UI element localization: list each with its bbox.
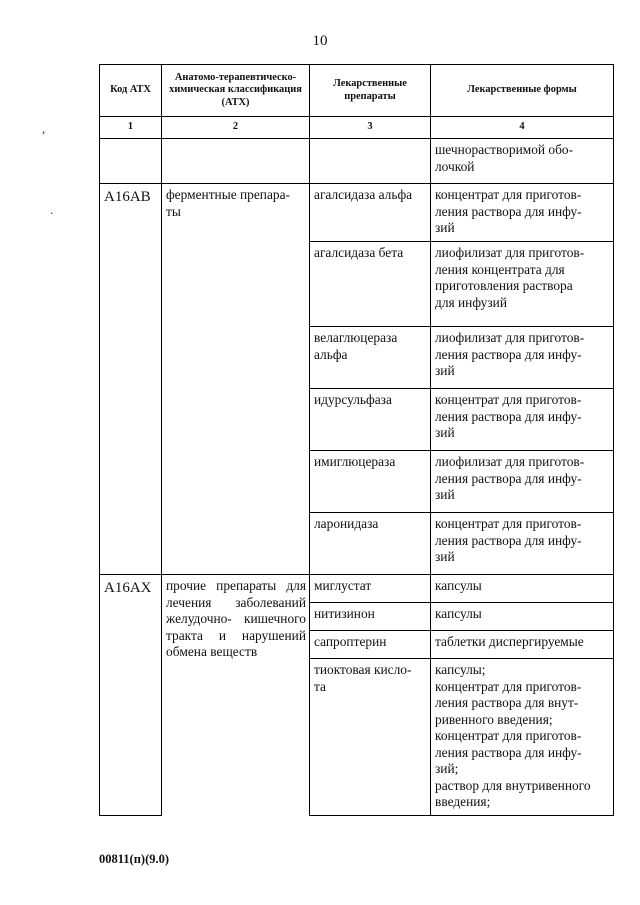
drug-name-cell: агалсидаза бета bbox=[310, 242, 431, 327]
drug-name-cell: идурсульфаза bbox=[310, 389, 431, 451]
drug-name-cell: ларонидаза bbox=[310, 513, 431, 575]
empty-cell bbox=[100, 513, 162, 575]
empty-cell bbox=[162, 139, 310, 184]
header-atc-code: Код АТХ bbox=[100, 65, 162, 117]
drug-name-cell: миглустат bbox=[310, 575, 431, 603]
table-row bbox=[100, 139, 614, 184]
atc-code-cell: A16AX bbox=[100, 575, 162, 603]
empty-cell bbox=[162, 389, 310, 451]
empty-cell bbox=[162, 513, 310, 575]
empty-cell bbox=[310, 139, 431, 184]
empty-cell bbox=[162, 327, 310, 389]
empty-cell bbox=[100, 139, 162, 184]
header-classification: Анатомо-терапевтическо- химическая классификация (АТХ) bbox=[162, 65, 310, 117]
column-number: 4 bbox=[431, 117, 614, 139]
dosage-form-cell: капсулы bbox=[431, 575, 614, 603]
table-row bbox=[100, 513, 614, 575]
dosage-form-cell: концентрат для приготов- ления раствора для инфу- зий bbox=[431, 184, 614, 242]
classification-cell: ферментные препара- ты bbox=[162, 184, 310, 242]
table-row bbox=[100, 184, 614, 242]
table-row bbox=[100, 575, 614, 603]
dosage-form-cell: капсулы bbox=[431, 603, 614, 631]
dosage-form-cell: лиофилизат для приготов- ления концентрата для приготовления раствора для инфузий bbox=[431, 242, 614, 327]
empty-cell bbox=[100, 659, 162, 816]
empty-cell bbox=[100, 389, 162, 451]
drug-name-cell: сапроптерин bbox=[310, 631, 431, 659]
empty-cell bbox=[162, 451, 310, 513]
table-row bbox=[100, 242, 614, 327]
dosage-form-cell: концентрат для приготов- ления раствора для инфу- зий bbox=[431, 513, 614, 575]
dosage-form-cell: лиофилизат для приготов- ления раствора для инфу- зий bbox=[431, 451, 614, 513]
dosage-form-cell: шечнорастворимой обо- лочкой bbox=[431, 139, 614, 184]
atc-code-cell: A16AB bbox=[100, 184, 162, 242]
dosage-form-cell: капсулы; концентрат для приготов- ления раствора для внут- ривенного введения; концентрат для приготов- ления раствора для инфу- зий; раствор для внутривенного введения; bbox=[431, 659, 614, 816]
dosage-form-cell: таблетки диспергируемые bbox=[431, 631, 614, 659]
atc-table bbox=[99, 64, 614, 816]
empty-cell bbox=[100, 451, 162, 513]
empty-cell bbox=[100, 603, 162, 631]
margin-mark: . bbox=[50, 202, 54, 217]
drug-name-cell: нитизинон bbox=[310, 603, 431, 631]
empty-cell bbox=[100, 631, 162, 659]
dosage-form-cell: лиофилизат для приготов- ления раствора для инфу- зий bbox=[431, 327, 614, 389]
empty-cell bbox=[162, 242, 310, 327]
column-number: 2 bbox=[162, 117, 310, 139]
header-drugs: Лекарственные препараты bbox=[310, 65, 431, 117]
table-header-row bbox=[100, 65, 614, 117]
margin-mark: , bbox=[42, 121, 46, 136]
table-row bbox=[100, 389, 614, 451]
page-number: 10 bbox=[312, 33, 328, 49]
table-row bbox=[100, 327, 614, 389]
column-number: 1 bbox=[100, 117, 162, 139]
drug-name-cell: агалсидаза альфа bbox=[310, 184, 431, 242]
empty-cell bbox=[100, 242, 162, 327]
dosage-form-cell: концентрат для приготов- ления раствора для инфу- зий bbox=[431, 389, 614, 451]
document-code: 00811(п)(9.0) bbox=[99, 852, 170, 866]
table-row bbox=[100, 451, 614, 513]
column-number: 3 bbox=[310, 117, 431, 139]
drug-name-cell: имиглюцераза bbox=[310, 451, 431, 513]
empty-cell bbox=[100, 327, 162, 389]
column-number-row bbox=[100, 117, 614, 139]
header-dosage-forms: Лекарственные формы bbox=[431, 65, 614, 117]
drug-name-cell: тиоктовая кисло- та bbox=[310, 659, 431, 816]
drug-name-cell: велаглюцераза альфа bbox=[310, 327, 431, 389]
classification-cell: прочие препараты для лечения заболеваний желудочно- кишечного тракта и нарушений обмена веществ bbox=[162, 575, 310, 816]
